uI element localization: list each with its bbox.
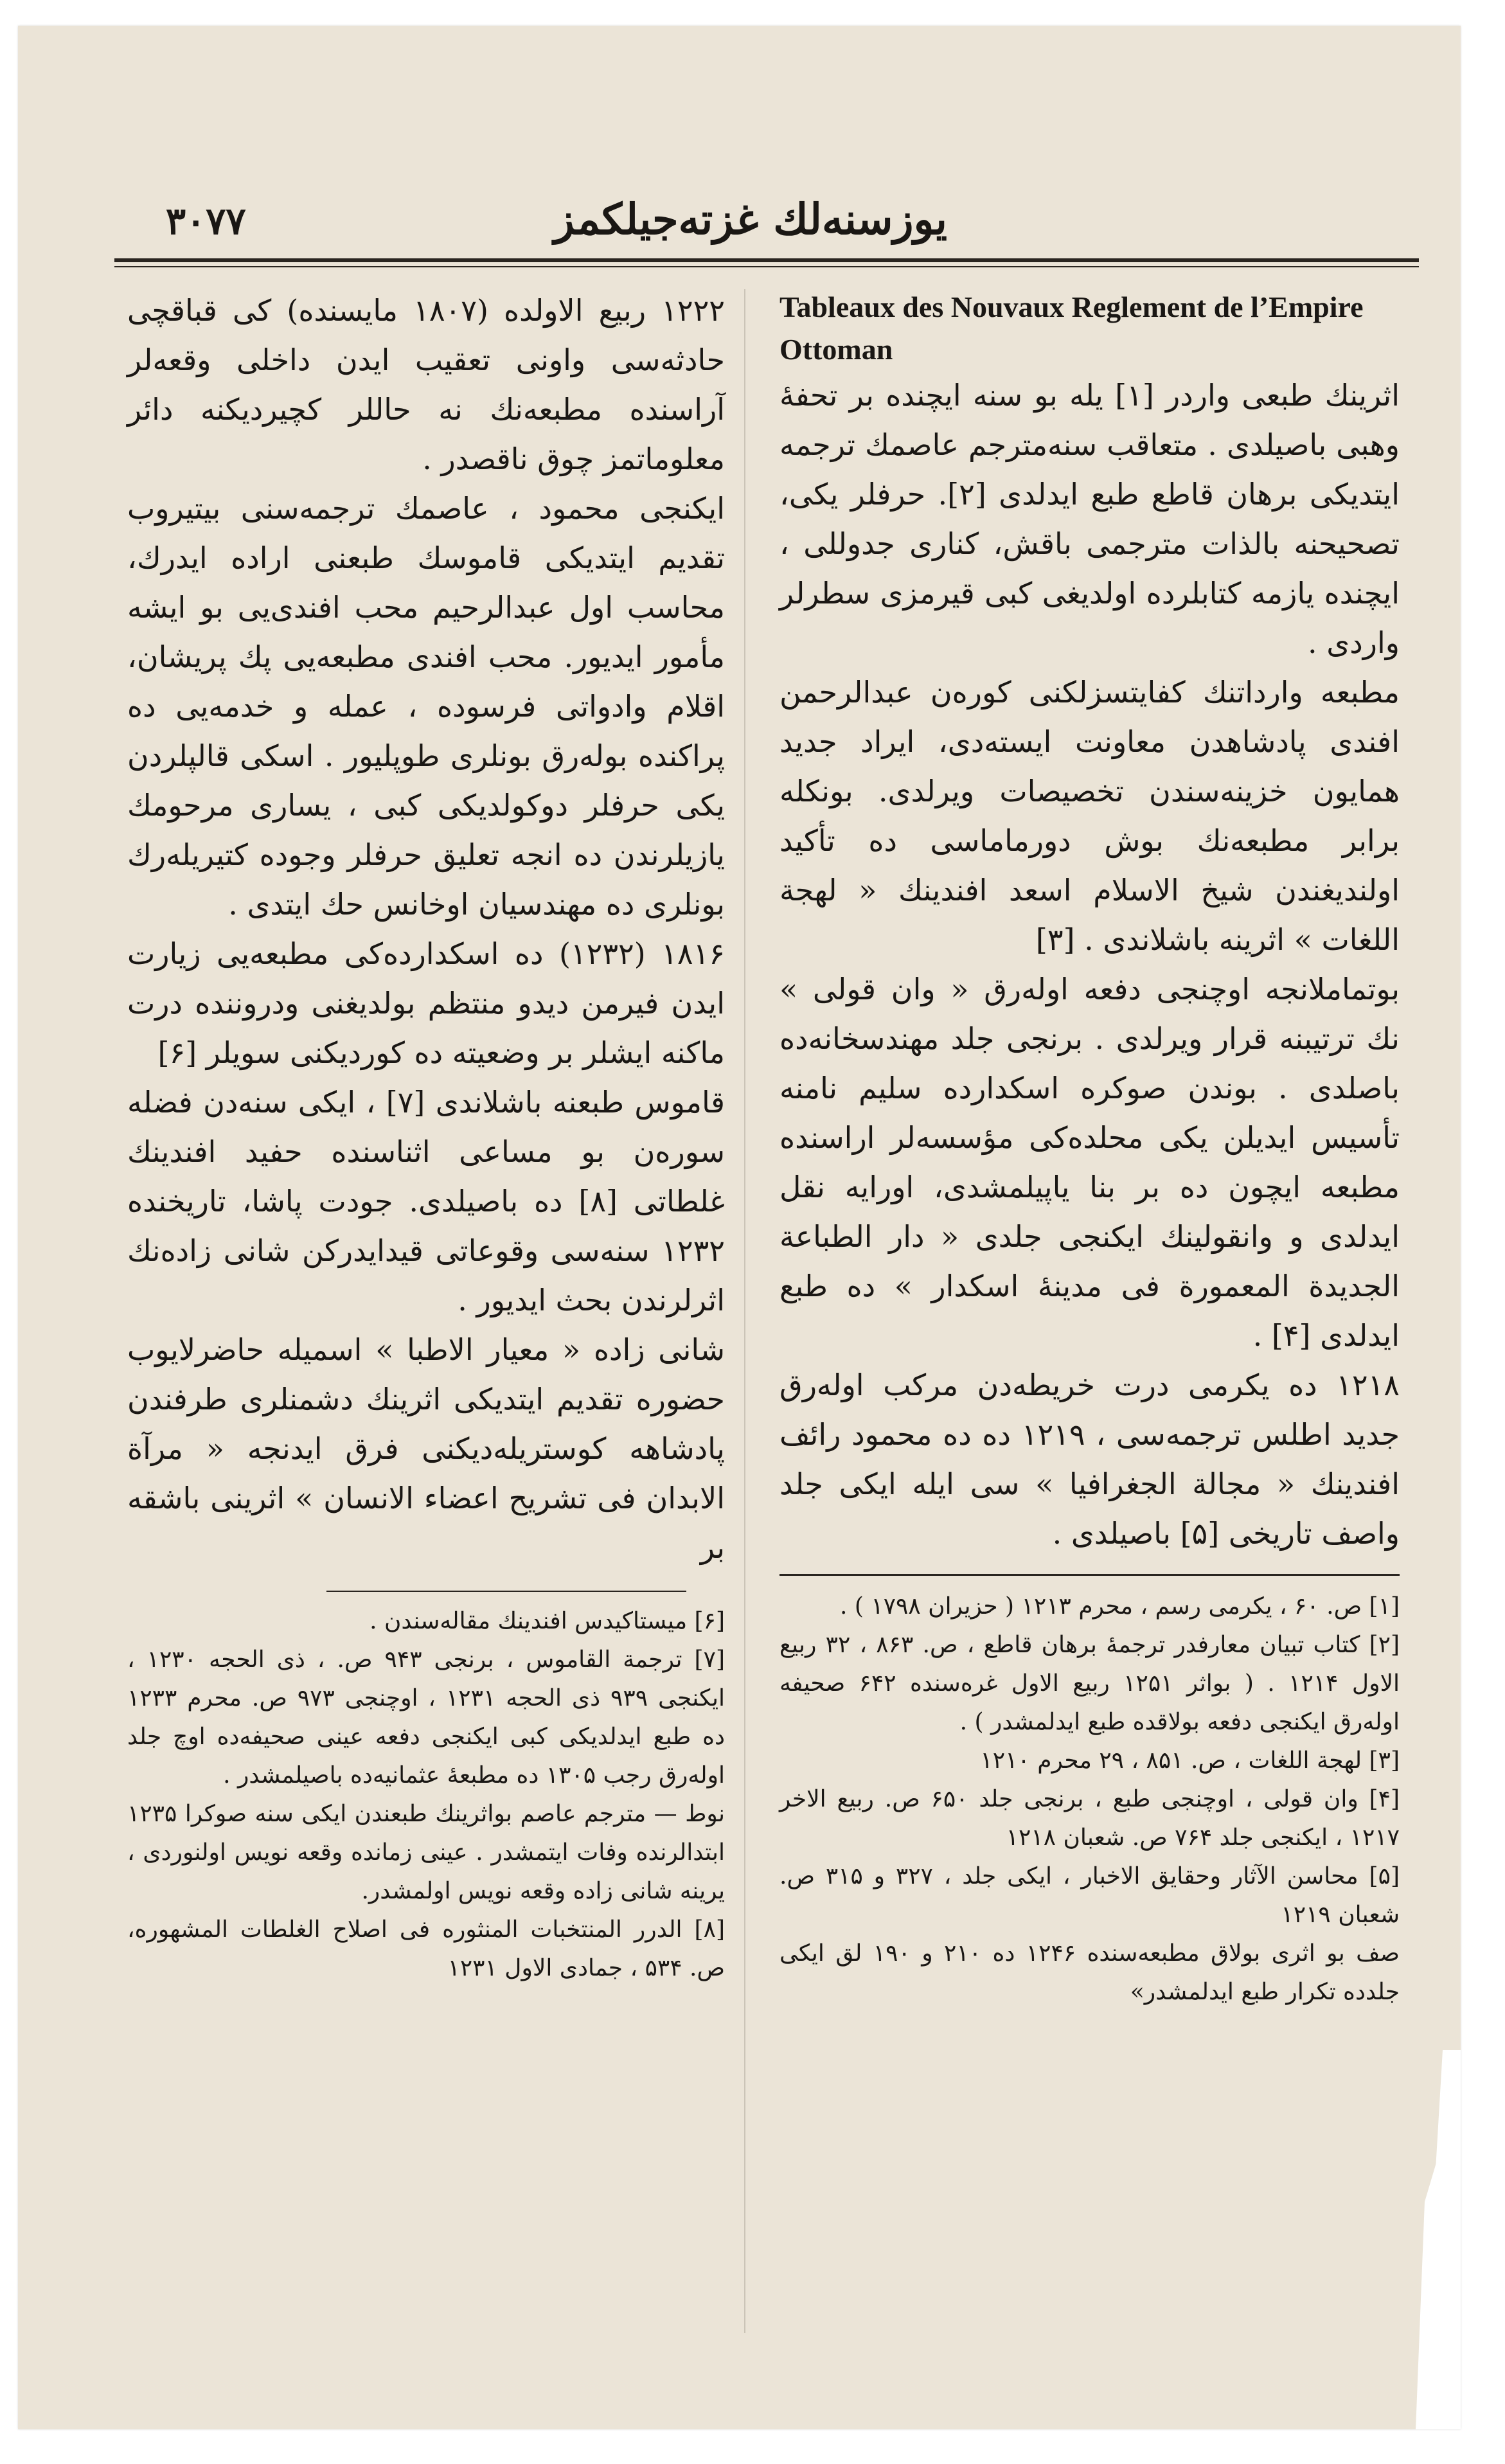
newspaper-page [18,26,1461,2429]
footnote-separator [779,1574,1400,1576]
header-rule-thin [114,266,1419,267]
footnote: [۴] وان قولی ، اوچنجی طبع ، برنجی جلد ۶۵۰ ص. ربیع الاخر ۱۲۱۷ ، ایكنجی جلد ۷۶۴ ص. شعبان ۱۲۱۸ [779,1786,1400,1851]
footnote: [۲] كتاب تبیان معارفدر ترجمهٔ برهان قاطع ، ص. ۸۶۳ ، ۳۲ ربیع الاول ۱۲۱۴ . ( بواثر ۱۲۵۱ ربیع الاول غره‌سنده ۶۴۲ صحیفه اوله‌رق ایكنجی دفعه بولاقده طبع ایدلمشدر ) . [779,1632,1400,1735]
footnote-separator [326,1591,686,1592]
footnote: [۶] میستاكیدس افندینك مقاله‌سندن . [370,1608,725,1634]
paragraph: ۱۲۲۲ ربیع الاولده (۱۸۰۷ مایسنده) كی قباقچی حادثه‌سی واونی تعقیب ایدن داخلی وقعه‌لر آراسنده مطبعه‌نك نه حاللر كچیردیكنه دائر معلوماتمز چوق ناقصدر . [127,293,725,476]
paragraph: شانی زاده « معیار الاطبا » اسمیله حاضرلایوب حضوره تقدیم ایتدیكی اثرینك دشمنلری طرفندن پادشاهه كوستریله‌دیكنی فرق ایدنجه « مرآة الابدان فی تشریح اعضاء الانسان » اثرینی باشقه بر [127,1332,725,1565]
paragraph: ایكنجی محمود ، عاصمك ترجمه‌سنی بیتیروب تقدیم ایتدیكی قاموسك طبعنی اراده ایدرك، محاسب اول عبدالرحیم محب افندی‌یی بو ایشه مأمور ایدیور. محب افندی مطبعه‌یی پك پریشان، اقلام وادواتی فرسوده ، عمله و خدمه‌یی ده پراكنده بوله‌رق بونلری طوپلیور . اسكی قالپلردن یكی حرفلر دوكولدیكی كبی ، یساری مرحومك یازیلرندن ده انجه تعلیق حرفلر وجوده كتیریله‌رك بونلری ده مهندسیان اوخانس حك ایتدی . [127,491,725,922]
paragraph: بوتماملانجه اوچنجی دفعه اوله‌رق « وان قولی » نك ترتیبنه قرار ویرلدی . برنجی جلد مهندسخانه‌ده باصلدی . بوندن صوكره اسكدارده سلیم نامنه تأسیس ایدیلن یكی محلده‌كی مؤسسه‌لر اراسنده مطبعه‌ ایچون ده بر بنا یاپیلمشدی، اورایه نقل ایدلدی و وانقولینك ایكنجی جلدی « دار الطباعة الجدیدة المعمورة فی مدینهٔ اسكدار » ده طبع ایدلدی [۴] . [779,972,1400,1353]
footnote: [۷] ترجمة القاموس ، برنجی ۹۴۳ ص. ، ذی الحجه ۱۲۳۰ ، ایكنجی ۹۳۹ ذی الحجه ۱۲۳۱ ، اوچنجی ۹۷۳ ص. محرم ۱۲۳۳ ده طبع ایدلدیكی كبی ایكنجی دفعه عینی صحیفه‌ده اوچ جلد اوله‌رق رجب ۱۳۰۵ ده مطبعهٔ عثمانیه‌ده باصیلمشدر . [127,1647,725,1789]
footnotes-left [127,1602,725,1988]
footnote: نوط — مترجم عاصم بواثرینك طبعندن ایكی سنه صوكرا ۱۲۳۵ ابتدالرنده وفات ایتمشدر . عینی زمانده وقعه نویس اولنوردی ، یرینه شانی زاده وقعه نویس اولمشدر. [127,1801,725,1904]
footnote: [۳] لهجة اللغات ، ص. ۸۵۱ ، ۲۹ محرم ۱۲۱۰ [980,1747,1400,1774]
footnote: [۱] ص. ۶۰ ، یكرمی رسم ، محرم ۱۲۱۳ ( حزیران ۱۷۹۸ ) . [840,1593,1400,1620]
running-title: یوزسنه‌لك غزته‌جیلكمز [554,194,947,244]
footnote: [۵] محاسن الآثار وحقایق الاخبار ، ایكی جلد ، ۳۲۷ و ۳۱۵ ص. شعبان ۱۲۱۹ [779,1863,1400,1928]
french-title: Tableaux des Nouvaux Reglement de l’Empire Ottoman [779,290,1364,366]
column-divider [744,289,745,2333]
right-column [779,286,1400,2012]
left-column [127,286,725,1988]
footnote: [۸] الدرر المنتخبات المنثوره فی اصلاح الغلطات المشهوره، ص. ۵۳۴ ، جمادی الاول ۱۲۳۱ [127,1916,725,1981]
paragraph: ۱۸۱۶ (۱۲۳۲) ده اسكدارده‌كی مطبعه‌یی زیارت ایدن فیرمن دیدو منتظم بولدیغنی ودروننده درت ماكنه ایشلر بر وضعیته ده كوردیكنی سویلر [۶] [127,936,725,1070]
paragraph: اثرینك طبعی واردر [۱] یله بو سنه ایچنده بر تحفهٔ وهبی باصیلدی . متعاقب سنه‌مترجم عاصمك ترجمه ایتدیكی برهان قاطع طبع ایدلدی [۲]. حرفلر یكی، تصحیحنه بالذات مترجمی باقش، كناری جدوللی ، ایچنده یازمه كتابلرده اولدیغی كبی قیرمزی سطرلر واردی . [779,378,1400,660]
footnotes-right [779,1587,1400,2012]
paragraph: قاموس طبعنه باشلاندی [۷] ، ایكی سنه‌دن فضله سوره‌ن بو مساعی اثناسنده حفید افندینك غلطاتی [۸] ده باصیلدی. جودت پاشا، تاریخنده ۱۲۳۲ سنه‌سی وقوعاتی قیدایدركن شانی زاده‌نك اثرلرندن بحث ایدیور . [127,1085,725,1317]
header-rule-thick [114,258,1419,262]
torn-edge [1416,2050,1461,2429]
page-number: ۳۰۷۷ [166,199,246,243]
paragraph: ۱۲۱۸ ده یكرمی درت خریطه‌دن مركب اوله‌رق جدید اطلس ترجمه‌سی ، ۱۲۱۹ ده ده محمود رائف افندینك « مجالة الجغرافیا » سی ایله ایكی جلد واصف تاریخی [۵] باصیلدی . [779,1368,1400,1551]
paragraph: مطبعه وارداتنك كفایتسزلكنی كوره‌ن عبدالرحمن افندی پادشاهدن معاونت ایسته‌دی، ایراد جدید همایون خزینه‌سندن تخصیصات ویرلدی. بونكله برابر مطبعه‌نك بوش دورماماسی ده تأكید اولندیغندن شیخ الاسلام اسعد افندینك « لهجة اللغات » اثرینه باشلاندی . [۳] [779,675,1400,957]
footnote: صف بو اثری بولاق مطبعه‌سنده ۱۲۴۶ ده ۲۱۰ و ۱۹۰ لق ایكی جلدده تكرار طبع ایدلمشدر» [779,1940,1400,2005]
